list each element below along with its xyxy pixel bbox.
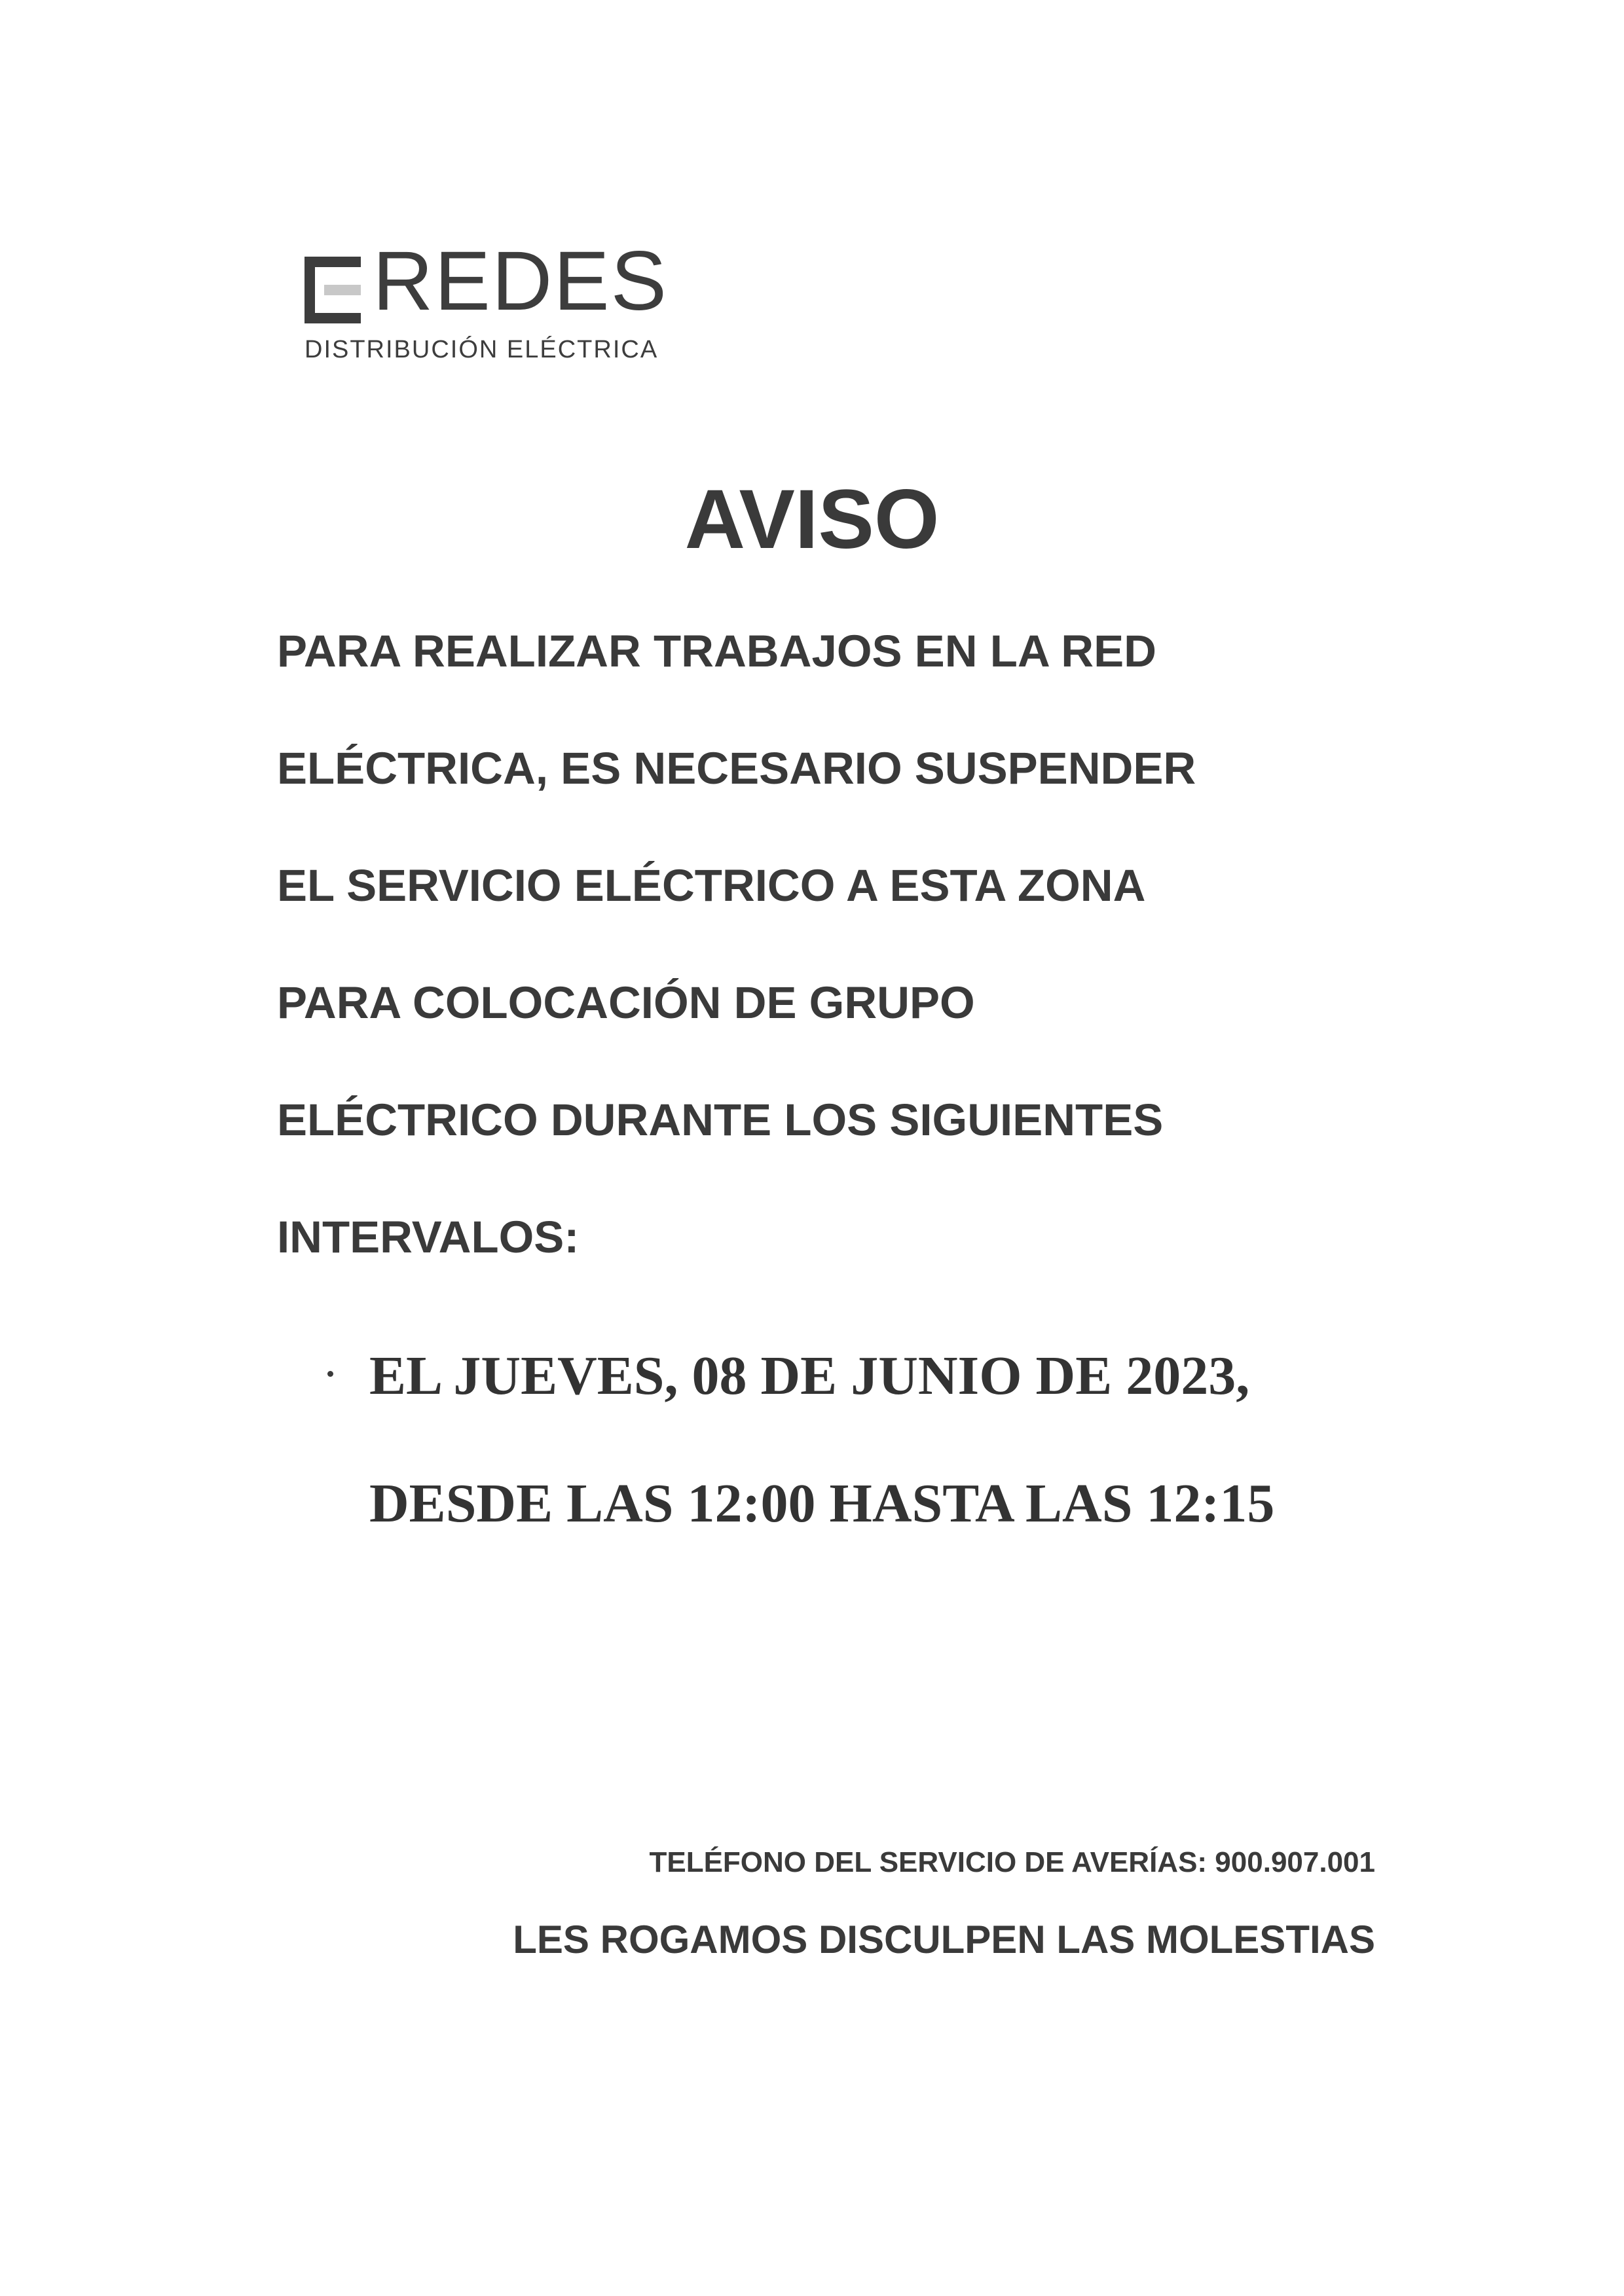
notice-line: INTERVALOS: (277, 1212, 580, 1262)
notice-line: ELÉCTRICO DURANTE LOS SIGUIENTES (277, 1095, 1164, 1145)
interval-date: EL JUEVES, 08 DE JUNIO DE 2023, (369, 1345, 1250, 1406)
footer-apology: LES ROGAMOS DISCULPEN LAS MOLESTIAS (513, 1918, 1375, 1961)
bullet-icon (327, 1371, 333, 1377)
notice-line: PARA COLOCACIÓN DE GRUPO (277, 977, 975, 1028)
interval-time: DESDE LAS 12:00 HASTA LAS 12:15 (369, 1473, 1275, 1534)
notice-body (277, 626, 1196, 1332)
footer-phone: TELÉFONO DEL SERVICIO DE AVERÍAS: 900.907.001 (649, 1846, 1375, 1878)
notice-line: EL SERVICIO ELÉCTRICO A ESTA ZONA (277, 860, 1146, 911)
company-logo (304, 234, 684, 367)
redes-logo-mark-icon (304, 257, 363, 323)
notice-line: ELÉCTRICA, ES NECESARIO SUSPENDER (277, 743, 1196, 793)
logo-tagline: DISTRIBUCIÓN ELÉCTRICA (304, 336, 659, 363)
notice-line: PARA REALIZAR TRABAJOS EN LA RED (277, 626, 1156, 676)
page-title: AVISO (684, 473, 940, 566)
logo-name: REDES (373, 234, 668, 328)
